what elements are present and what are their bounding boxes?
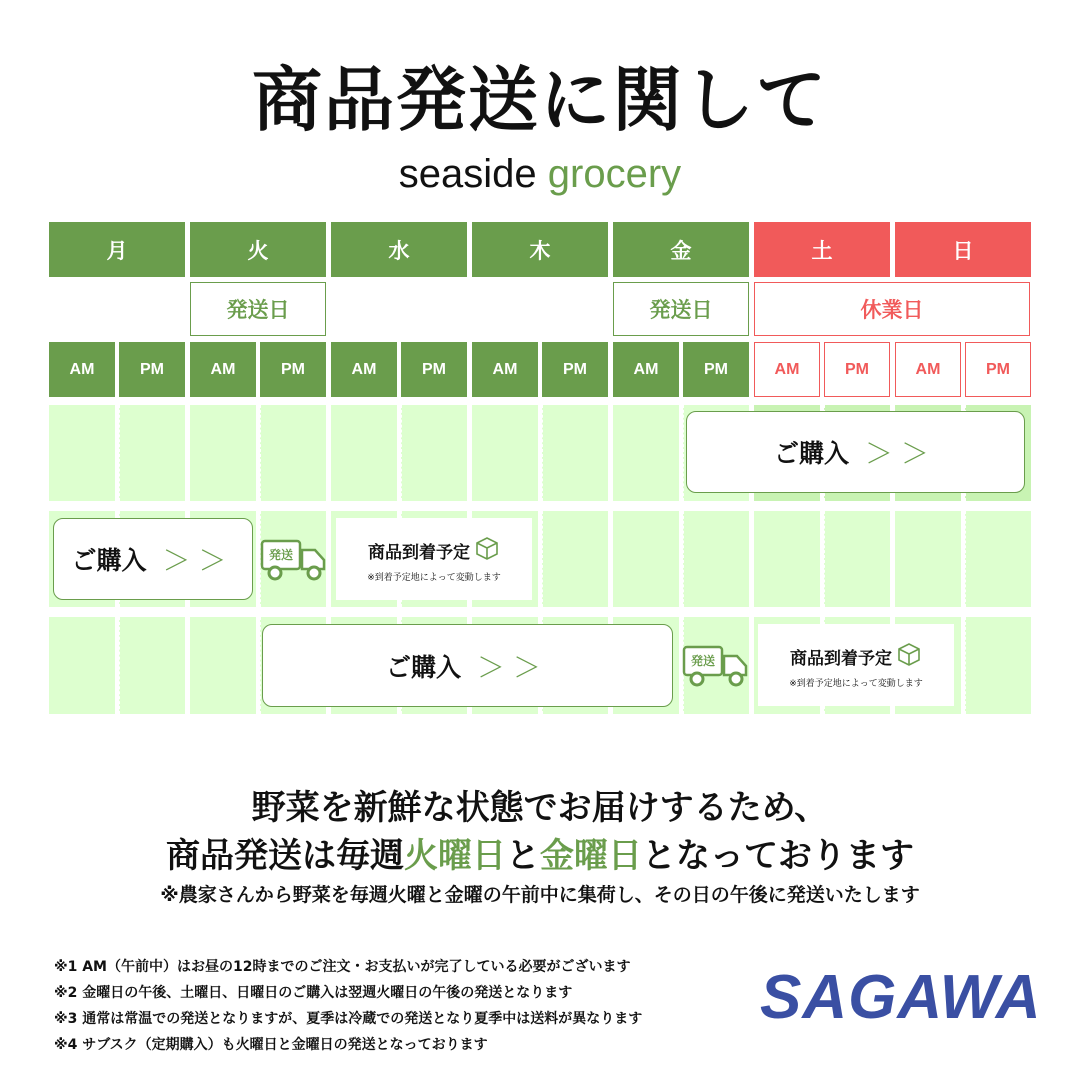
purchase-box-row2 xyxy=(53,518,253,600)
grid-cell xyxy=(331,405,397,501)
day-fri: 金 xyxy=(613,222,749,277)
grid-cell xyxy=(260,405,326,501)
grid-cell xyxy=(613,511,679,607)
arrival-title-wrap xyxy=(790,641,922,672)
day-sun: 日 xyxy=(895,222,1031,277)
grid-cell xyxy=(49,617,115,714)
arrival-box-row3 xyxy=(758,624,954,706)
ship-day-fri: 発送日 xyxy=(613,282,749,336)
grid-cell xyxy=(542,405,608,501)
message-line1: 野菜を新鮮な状態でお届けするため、 xyxy=(251,788,829,828)
pm-fri: PM xyxy=(683,342,749,397)
am-tue: AM xyxy=(190,342,256,397)
day-sat: 土 xyxy=(754,222,890,277)
pm-wed: PM xyxy=(401,342,467,397)
grid-cell xyxy=(472,405,538,501)
grid-cell xyxy=(401,405,467,501)
message-line2-mid: と xyxy=(506,836,540,876)
purchase-box-row3 xyxy=(262,624,673,707)
grid-divider xyxy=(119,617,120,714)
pm-sun: PM xyxy=(965,342,1031,397)
message-friday: 金曜日 xyxy=(540,836,642,876)
grid-divider xyxy=(542,511,543,607)
message-line2-prefix: 商品発送は毎週 xyxy=(166,836,404,876)
day-tue: 火 xyxy=(190,222,326,277)
grid-divider xyxy=(683,511,684,607)
arrival-note: ※到着予定地によって変動します xyxy=(789,679,923,689)
am-fri: AM xyxy=(613,342,679,397)
grid-divider xyxy=(260,617,261,714)
delivery-truck-icon xyxy=(682,644,750,688)
day-thu: 木 xyxy=(472,222,608,277)
delivery-truck-icon xyxy=(260,538,328,582)
grid-cell xyxy=(824,511,890,607)
grid-cell xyxy=(119,617,185,714)
message-line3: ※農家さんから野菜を毎週火曜と金曜の午前中に集荷し、その日の午後に発送いたします xyxy=(160,884,920,906)
ship-badge-label: 発送 xyxy=(690,654,715,668)
note-2: ※2 金曜日の午後、土曜日、日曜日のご購入は翌週火曜日の午後の発送となります xyxy=(54,985,573,1001)
arrow-label: ＞＞ xyxy=(477,650,550,684)
grid-cell xyxy=(965,511,1031,607)
grid-cell xyxy=(190,617,256,714)
purchase-label: ご購入 xyxy=(773,439,849,468)
arrival-box-row2 xyxy=(336,518,532,600)
grid-cell xyxy=(895,511,961,607)
sagawa-logo: SAGAWA xyxy=(760,963,1042,1032)
brand-part1: seaside xyxy=(398,152,537,196)
grid-divider xyxy=(260,405,261,501)
ship-day-tue: 発送日 xyxy=(190,282,326,336)
holiday-weekend: 休業日 xyxy=(754,282,1030,336)
pm-sat: PM xyxy=(824,342,890,397)
grid-cell xyxy=(754,511,820,607)
note-4: ※4 サブスク（定期購入）も火曜日と金曜日の発送となっております xyxy=(54,1037,488,1053)
grid-divider xyxy=(401,405,402,501)
grid-cell xyxy=(613,405,679,501)
arrival-title: 商品到着予定 xyxy=(368,543,470,563)
am-mon: AM xyxy=(49,342,115,397)
arrow-label: ＞＞ xyxy=(865,437,938,470)
grid-divider xyxy=(824,511,825,607)
purchase-box-row1 xyxy=(686,411,1025,493)
grid-cell xyxy=(965,617,1031,714)
day-wed: 水 xyxy=(331,222,467,277)
arrow-label: ＞＞ xyxy=(162,544,235,577)
message-line2-suffix: となっております xyxy=(642,836,914,876)
grid-divider xyxy=(119,405,120,501)
arrival-title: 商品到着予定 xyxy=(790,649,892,669)
grid-divider xyxy=(542,405,543,501)
purchase-label: ご購入 xyxy=(71,546,147,575)
brand-part2: grocery xyxy=(547,152,682,196)
am-wed: AM xyxy=(331,342,397,397)
page-title: 商品発送に関して xyxy=(252,59,828,141)
am-thu: AM xyxy=(472,342,538,397)
note-3: ※3 通常は常温での発送となりますが、夏季は冷蔵での発送となり夏季中は送料が異なります xyxy=(54,1011,643,1027)
message-line2 xyxy=(0,828,1080,877)
grid-cell xyxy=(49,405,115,501)
arrival-note: ※到着予定地によって変動します xyxy=(367,573,501,583)
grid-cell xyxy=(190,405,256,501)
grid-cell xyxy=(542,511,608,607)
message-tuesday: 火曜日 xyxy=(404,836,506,876)
grid-cell xyxy=(683,511,749,607)
package-box-icon xyxy=(896,641,922,672)
am-sun: AM xyxy=(895,342,961,397)
brand-name xyxy=(0,152,1080,196)
day-mon: 月 xyxy=(49,222,185,277)
grid-divider xyxy=(965,511,966,607)
grid-cell xyxy=(119,405,185,501)
ship-badge-label: 発送 xyxy=(268,548,293,562)
grid-divider xyxy=(965,617,966,714)
pm-tue: PM xyxy=(260,342,326,397)
am-sat: AM xyxy=(754,342,820,397)
pm-mon: PM xyxy=(119,342,185,397)
package-box-icon xyxy=(474,535,500,566)
purchase-label: ご購入 xyxy=(385,652,461,682)
grid-divider xyxy=(683,405,684,501)
note-1: ※1 AM（午前中）はお昼の12時までのご注文・お支払いが完了している必要がございます xyxy=(54,959,631,975)
arrival-title-wrap xyxy=(368,535,500,566)
pm-thu: PM xyxy=(542,342,608,397)
